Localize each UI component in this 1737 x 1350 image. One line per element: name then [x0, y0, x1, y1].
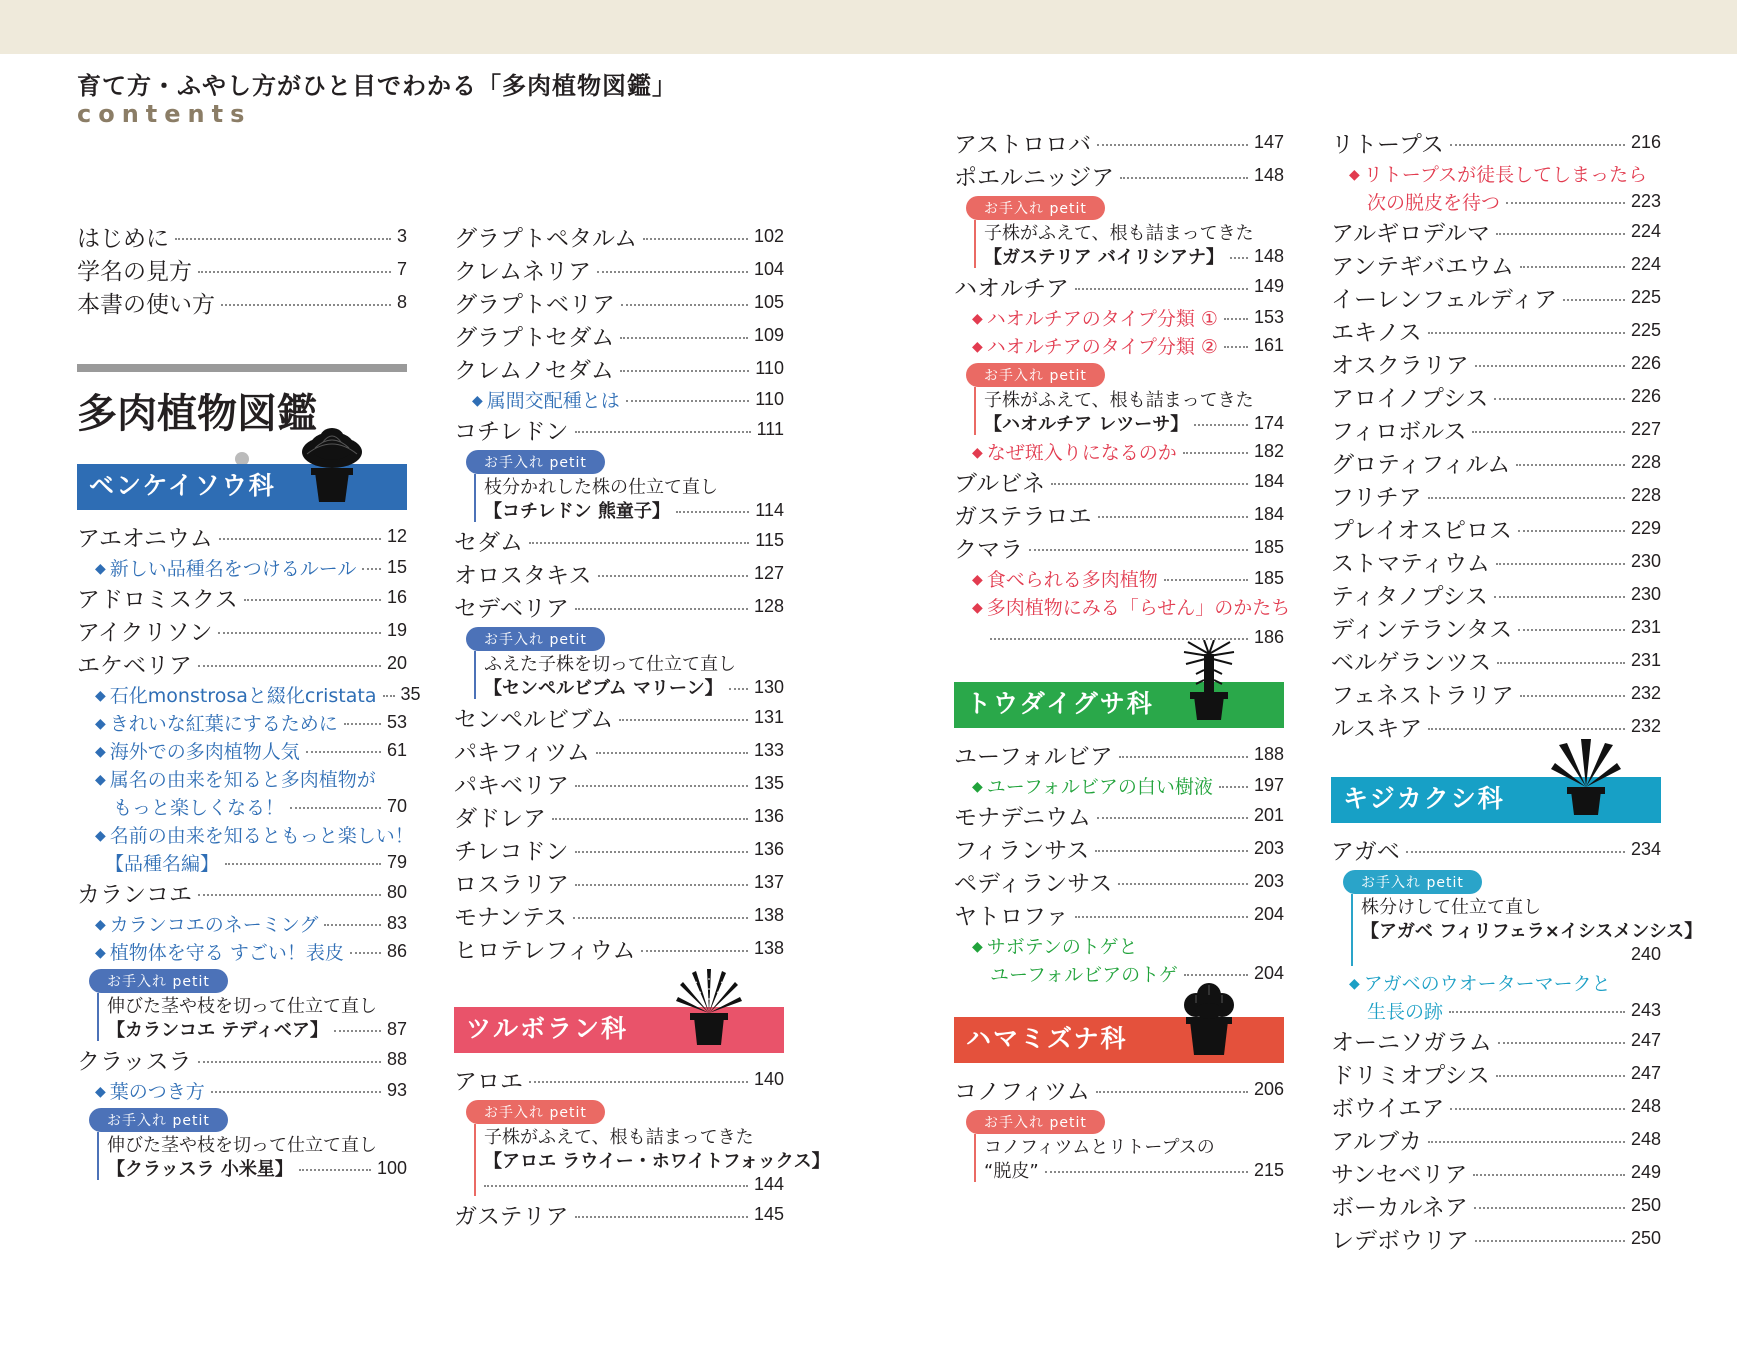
petit-badge: お手入れ petit: [466, 450, 605, 474]
toc-entry[interactable]: モナンテス 138: [454, 905, 784, 931]
toc-entry[interactable]: ポエルニッジア 148: [954, 165, 1284, 191]
toc-column-entry[interactable]: ◆ 植物体を守る すごい！表皮 86: [77, 937, 407, 965]
toc-entry[interactable]: アロイノプシス 226: [1331, 386, 1661, 412]
toc-column-entry[interactable]: ◆ 食べられる多肉植物 185: [954, 564, 1284, 592]
toc-entry[interactable]: イーレンフェルディア 225: [1331, 287, 1661, 313]
toc-entry[interactable]: フィロボルス 227: [1331, 419, 1661, 445]
echeveria-plant-icon: [297, 422, 367, 502]
toc-entry[interactable]: アロエ 140: [454, 1069, 784, 1095]
toc-entry[interactable]: クレムネリア 104: [454, 259, 784, 285]
toc-entry[interactable]: センペルビブム 131: [454, 707, 784, 733]
toc-column-entry[interactable]: ◆ 属間交配種とは 110: [454, 385, 784, 413]
petit-badge: お手入れ petit: [966, 363, 1105, 387]
toc-column-entry-cont[interactable]: 次の脱皮を待つ 223: [1367, 190, 1661, 214]
toc-entry[interactable]: ティタノプシス 230: [1331, 584, 1661, 610]
petit-box[interactable]: お手入れ petit 枝分かれした株の仕立て直し 【コチレドン 熊童子】 114: [466, 450, 784, 522]
toc-column-entry-cont[interactable]: 生長の跡 243: [1367, 999, 1661, 1023]
toc-column-entry[interactable]: ◆ 名前の由来を知るともっと楽しい！: [77, 820, 407, 848]
toc-entry[interactable]: ドリミオプシス 247: [1331, 1063, 1661, 1089]
toc-entry[interactable]: エケベリア 20: [77, 653, 407, 679]
toc-entry[interactable]: サンセベリア 249: [1331, 1162, 1661, 1188]
toc-entry[interactable]: フィランサス 203: [954, 838, 1284, 864]
toc-column-entry[interactable]: ◆ リトープスが徒長してしまったら: [1331, 159, 1661, 187]
toc-column-entry[interactable]: ◆ 海外での多肉植物人気 61: [77, 736, 407, 764]
toc-entry[interactable]: アエオニウム 12: [77, 526, 407, 552]
toc-entry[interactable]: ベルゲランツス 231: [1331, 650, 1661, 676]
toc-entry[interactable]: ガステリア 145: [454, 1204, 784, 1230]
toc-column-entry[interactable]: ◆ 新しい品種名をつけるルール 15: [77, 553, 407, 581]
toc-entry[interactable]: エキノス 225: [1331, 320, 1661, 346]
toc-column-entry-cont[interactable]: 【品種名編】 79: [105, 851, 407, 875]
toc-entry[interactable]: ブルビネ 184: [954, 471, 1284, 497]
column-1: [77, 220, 407, 319]
toc-entry[interactable]: コチレドン 111: [454, 419, 784, 445]
toc-entry[interactable]: ストマティウム 230: [1331, 551, 1661, 577]
toc-entry[interactable]: ユーフォルビア 188: [954, 744, 1284, 770]
family-header-benkei: ベンケイソウ科: [77, 460, 407, 510]
toc-entry[interactable]: ルスキア 232: [1331, 716, 1661, 742]
petit-box[interactable]: お手入れ petit 子株がふえて、根も詰まってきた 【ガステリア バイリシアナ】 148: [966, 196, 1284, 268]
toc-entry[interactable]: グラプトペタルム 102: [454, 226, 784, 252]
toc-entry[interactable]: ハオルチア 149: [954, 276, 1284, 302]
toc-entry[interactable]: グラプトベリア 105: [454, 292, 784, 318]
toc-entry[interactable]: アドロミスクス 16: [77, 587, 407, 613]
euphorbia-plant-icon: [1174, 640, 1244, 720]
toc-entry[interactable]: リトープス 216: [1331, 132, 1661, 158]
agave-plant-icon: [1551, 735, 1621, 815]
toc-entry[interactable]: アガベ 234: [1331, 839, 1661, 865]
toc-entry[interactable]: ボーカルネア 250: [1331, 1195, 1661, 1221]
toc-entry[interactable]: オーニソガラム 247: [1331, 1030, 1661, 1056]
petit-badge: お手入れ petit: [1343, 870, 1482, 894]
petit-box[interactable]: お手入れ petit ふえた子株を切って仕立て直し 【センペルビブム マリーン】 130: [466, 627, 784, 699]
toc-column-entry[interactable]: ◆ 多肉植物にみる「らせん」のかたち: [954, 592, 1284, 620]
petit-badge: お手入れ petit: [966, 1110, 1105, 1134]
family-header-tsurubo: ツルボラン科: [454, 1003, 784, 1053]
toc-entry[interactable]: クレムノセダム 110: [454, 358, 784, 384]
toc-entry[interactable]: フリチア 228: [1331, 485, 1661, 511]
toc-entry[interactable]: オロスタキス 127: [454, 563, 784, 589]
toc-column-entry[interactable]: ◆ アガベのウオーターマークと: [1331, 968, 1661, 996]
column-1-list: [77, 460, 421, 1182]
toc-entry[interactable]: レデボウリア 250: [1331, 1228, 1661, 1254]
toc-entry[interactable]: モナデニウム 201: [954, 805, 1284, 831]
toc-column-entry-cont[interactable]: ユーフォルビアのトゲ 204: [990, 962, 1284, 986]
toc-entry[interactable]: カランコエ 80: [77, 882, 407, 908]
petit-box[interactable]: お手入れ petit 伸びた茎や枝を切って仕立て直し 【クラッスラ 小米星】 100: [89, 1108, 407, 1180]
toc-column-entry[interactable]: ◆ 属名の由来を知ると多肉植物が: [77, 764, 407, 792]
toc-entry[interactable]: グロティフィルム 228: [1331, 452, 1661, 478]
family-header-toudai: トウダイグサ科: [954, 678, 1284, 728]
toc-entry[interactable]: アンテギバエウム 224: [1331, 254, 1661, 280]
book-title: 育て方・ふやし方がひと目でわかる「多肉植物図鑑」: [77, 72, 677, 100]
column-4: [1331, 126, 1703, 1255]
toc-column-entry[interactable]: ◆ なぜ斑入りになるのか 182: [954, 437, 1284, 465]
toc-column-entry[interactable]: ◆ カランコエのネーミング 83: [77, 909, 407, 937]
toc-entry[interactable]: チレコドン 136: [454, 839, 784, 865]
toc-entry[interactable]: セデベリア 128: [454, 596, 784, 622]
column-3: [954, 126, 1291, 1184]
toc-column-entry[interactable]: ◆ ユーフォルビアの白い樹液 197: [954, 771, 1284, 799]
contents-label: contents: [77, 100, 252, 128]
toc-entry[interactable]: ヤトロファ 204: [954, 904, 1284, 930]
family-header-hamamizu: ハマミズナ科: [954, 1013, 1284, 1063]
section-title: 多肉植物図鑑: [77, 391, 317, 437]
petit-badge: お手入れ petit: [89, 969, 228, 993]
petit-box[interactable]: お手入れ petit コノフィツムとリトープスの “脱皮” 215: [966, 1110, 1284, 1182]
top-band: [0, 0, 1737, 54]
toc-column-entry[interactable]: ◆ 石化monstrosaと綴化cristata 35: [77, 680, 407, 708]
petit-badge: お手入れ petit: [966, 196, 1105, 220]
toc-entry[interactable]: クラッスラ 88: [77, 1049, 407, 1075]
toc-entry[interactable]: プレイオスピロス 229: [1331, 518, 1661, 544]
toc-entry[interactable]: フェネストラリア 232: [1331, 683, 1661, 709]
conophytum-plant-icon: [1174, 975, 1244, 1055]
toc-column-entry[interactable]: ◆ きれいな紅葉にするために 53: [77, 708, 407, 736]
petit-badge: お手入れ petit: [89, 1108, 228, 1132]
toc-entry[interactable]: アルギロデルマ 224: [1331, 221, 1661, 247]
toc-entry[interactable]: ロスラリア 137: [454, 872, 784, 898]
toc-entry[interactable]: クマラ 185: [954, 537, 1284, 563]
toc-column-entry[interactable]: ◆ ハオルチアのタイプ分類 ① 153: [954, 303, 1284, 331]
toc-entry[interactable]: ダドレア 136: [454, 806, 784, 832]
toc-column-entry[interactable]: ◆ ハオルチアのタイプ分類 ② 161: [954, 331, 1284, 359]
petit-box[interactable]: お手入れ petit 子株がふえて、根も詰まってきた 【ハオルチア レツーサ】 174: [966, 363, 1284, 435]
haworthia-plant-icon: [674, 965, 744, 1045]
toc-entry[interactable]: 学名の見方 7: [77, 259, 407, 285]
petit-badge: お手入れ petit: [466, 1100, 605, 1124]
toc-entry[interactable]: パキベリア 135: [454, 773, 784, 799]
toc-entry[interactable]: アストロロバ 147: [954, 132, 1284, 158]
toc-entry[interactable]: オスクラリア 226: [1331, 353, 1661, 379]
family-header-kiji: キジカクシ科: [1331, 773, 1661, 823]
toc-entry[interactable]: ペディランサス 203: [954, 871, 1284, 897]
toc-entry[interactable]: ディンテランタス 231: [1331, 617, 1661, 643]
toc-entry[interactable]: ボウイエア 248: [1331, 1096, 1661, 1122]
toc-entry[interactable]: はじめに 3: [77, 226, 407, 252]
toc-entry[interactable]: ガステラロエ 184: [954, 504, 1284, 530]
petit-box[interactable]: お手入れ petit 株分けして仕立て直し 【アガベ フィリフェラ×イシスメンシス】 240: [1343, 870, 1661, 966]
toc-entry[interactable]: グラプトセダム 109: [454, 325, 784, 351]
toc-entry[interactable]: コノフィツム 206: [954, 1079, 1284, 1105]
toc-column-entry-cont[interactable]: 186: [954, 620, 1284, 654]
column-2: [454, 220, 830, 1231]
petit-box[interactable]: お手入れ petit 伸びた茎や枝を切って仕立て直し 【カランコエ テディベア】 87: [89, 969, 407, 1041]
toc-column-entry[interactable]: ◆ 葉のつき方 93: [77, 1076, 407, 1104]
toc-entry[interactable]: アルブカ 248: [1331, 1129, 1661, 1155]
section-rule: [77, 364, 407, 372]
petit-box[interactable]: お手入れ petit 子株がふえて、根も詰まってきた 【アロエ ラウイー・ホワイトフォックス】 144: [466, 1100, 784, 1196]
toc-entry[interactable]: セダム 115: [454, 530, 784, 556]
toc-column-entry-cont[interactable]: もっと楽しくなる！ 70: [113, 795, 407, 819]
toc-entry[interactable]: ヒロテレフィウム 138: [454, 938, 784, 964]
toc-entry[interactable]: パキフィツム 133: [454, 740, 784, 766]
toc-column-entry[interactable]: ◆ サボテンのトゲと: [954, 931, 1284, 959]
toc-entry[interactable]: アイクリソン 19: [77, 620, 407, 646]
petit-badge: お手入れ petit: [466, 627, 605, 651]
toc-entry[interactable]: 本書の使い方 8: [77, 292, 407, 318]
